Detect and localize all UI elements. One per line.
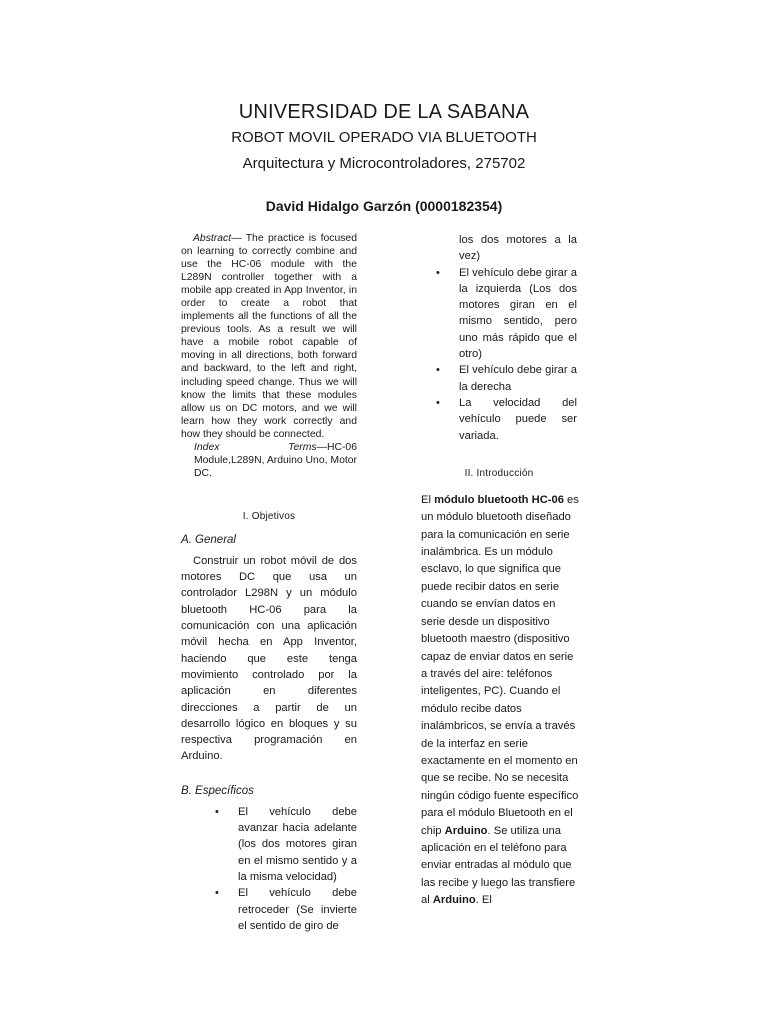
bullet-icon: • (215, 887, 219, 900)
section-heading-objetivos: I. Objetivos (242, 510, 296, 522)
intro-bold-hc06: módulo bluetooth HC-06 (434, 493, 564, 506)
general-paragraph: Construir un robot móvil de dos motores DC que usa un controlador L298N y un módulo bluetooth HC-06 para la comunicación con una aplicación móvil hecha en App Inventor, haciendo que este tenga movimiento controlado por la aplicación en diferentes direcciones a partir de un desarrollo lógico en bloques y su respectiva programación en Arduino. (181, 554, 357, 763)
section-heading-introduccion: II. Introducción (464, 467, 534, 479)
list-item (421, 265, 577, 363)
bullet-icon: • (436, 396, 440, 409)
list-item-text: El vehículo debe girar a la izquierda (Los dos motores giran en el mismo sentido, pero uno más rápido que el otro) (459, 266, 577, 361)
bullet-icon: • (215, 805, 219, 818)
left-column (181, 232, 357, 934)
list-item-text: El vehículo debe girar a la derecha (459, 364, 577, 393)
abstract (181, 232, 357, 441)
index-terms-dash: — (316, 441, 327, 453)
paper-title: ROBOT MOVIL OPERADO VIA BLUETOOTH (231, 129, 537, 146)
specific-objectives-list (181, 804, 357, 934)
intro-paragraph (421, 492, 581, 910)
list-item (181, 885, 357, 934)
index-terms (181, 441, 357, 480)
intro-text-4: . El (475, 894, 492, 907)
index-terms-label: Index Terms (194, 441, 317, 453)
list-item-text: El vehículo debe avanzar hacia adelante (los dos motores giran en el mismo sentido y a la misma velocidad) (238, 805, 357, 883)
list-item-text: los dos motores a la vez) (459, 234, 577, 263)
intro-text-3: . Se utiliza una aplicación en el teléfono para enviar entradas al módulo que las recibe y luego las transfiere al (421, 824, 576, 907)
abstract-label: Abstract (193, 233, 232, 244)
list-item-text: La velocidad del vehículo puede ser variada. (459, 396, 577, 442)
abstract-dash: — (231, 233, 246, 244)
intro-text-1: El (421, 493, 435, 506)
list-item (181, 804, 357, 885)
intro-bold-arduino: Arduino (444, 824, 488, 837)
list-item (421, 362, 577, 395)
intro-text-2: es un módulo bluetooth diseñado para la comunicación en serie inalámbrica. Es un módulo esclavo, lo que significa que puede recibir datos en serie cuando se envían datos en serie desde un dispositivo bluetooth maestro (dispositivo capaz de enviar datos en serie a través del aire: teléfonos inteligentes, PC). Cuando el módulo recibe datos inalámbricos, se envía a través de la interfaz en serie exactamente en el momento en que se recibe. No se necesita ningún código fuente específico para el módulo Bluetooth en el chip (421, 493, 579, 837)
list-item-text: El vehículo debe retroceder (Se invierte el sentido de giro de (238, 887, 357, 932)
university-name: UNIVERSIDAD DE LA SABANA (238, 101, 530, 123)
index-terms-text: HC-06 Module,L289N, Arduino Uno, Motor DC. (194, 441, 357, 479)
intro-bold-arduino-2: Arduino (432, 894, 476, 907)
subheading-general: A. General (181, 533, 236, 546)
list-item (421, 395, 577, 444)
right-column (421, 232, 577, 910)
list-item-continuation (421, 232, 577, 265)
course-line: Arquitectura y Microcontroladores, 275702 (242, 155, 526, 172)
abstract-text: The practice is focused on learning to correctly combine and use the HC-06 module with the L289N controller together with a mobile app created in App Inventor, in order to create a robot that implements all the functions of all the previous tools. As a result we will have a mobile robot capable of moving in all directions, both forward and backward, to the left and right, including speed change. Thus we will know the limits that these modules allow us on DC motors, and we will learn how they work correctly and how they should be connected. (181, 233, 357, 440)
author-line: David Hidalgo Garzón (0000182354) (265, 198, 503, 214)
specific-objectives-list-continued (421, 232, 577, 444)
bullet-icon: • (436, 266, 440, 279)
subheading-especificos: B. Específicos (181, 784, 254, 797)
bullet-icon: • (436, 364, 440, 377)
